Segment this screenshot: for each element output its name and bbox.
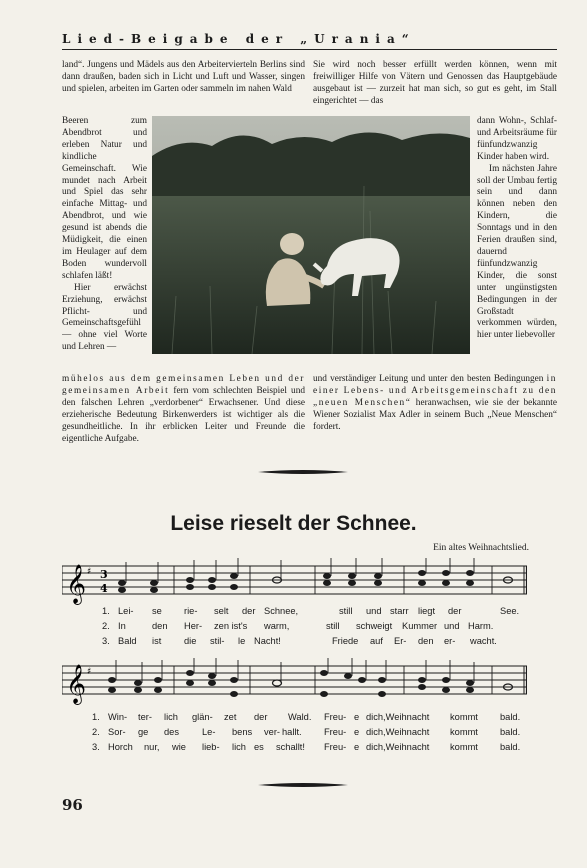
verse-1-line-2: 2. In den Her- zen ist's warm, still schweigt Kummer und Harm. (102, 621, 494, 631)
running-head: Lied-Beigabe der „Urania“ (62, 32, 416, 46)
left-column-top-text: land“. Jungens und Mädels aus den Arbeitervierteln Berlins sind dann draußen, baden sich in Licht und Luft und Wasser, singen und spielen, arbeiten im Garten oder sammeln im nahen Wald (62, 60, 305, 94)
left-column-side-text-2: Hier erwächst Erziehung, erwächst Pflicht- und Gemeinschaftsgefühl — ohne viel Worte und Lehren — (62, 282, 147, 353)
time-signature-bottom: 4 (100, 582, 108, 595)
right-column-side-text-2: Im nächsten Jahre soll der Umbau fertig sein und dann können neben den Kindern, die Sonntags und in den Ferien draußen sind, dauernd fünfundzwanzig Kinder, die sonst unter ungünstigsten Bedingungen in der Großstadt verkommen würden, hier unter liebevoller (477, 163, 557, 341)
verse-1-line-3: 3. Bald ist die stil- le Nacht! Friede auf Er- den er- wacht. (102, 636, 497, 646)
time-signature-top: 3 (100, 568, 108, 581)
bottom-left-text (62, 374, 305, 464)
left-column-top (62, 60, 305, 114)
right-column-top (313, 60, 557, 114)
bottom-right-spaced-text: in einer Lebens- und Arbeitsgemeinschaft zu den „neuen Menschen“ (313, 374, 557, 408)
verse-2-line-3: 3. Horch nur, wie lieb- lich es schallt! Freu- e dich,Weihnacht kommt bald. (92, 742, 521, 752)
photo-illustration (152, 116, 470, 354)
key-signature-sharp-2: ♯ (87, 667, 92, 677)
treble-clef-icon-2: 𝄞 (66, 664, 87, 704)
key-signature-sharp: ♯ (87, 567, 92, 577)
left-column-side (62, 116, 147, 373)
song-title: Leise rieselt der Schnee. (170, 512, 417, 535)
verse-2-line-1: 1. Win- ter- lich glän- zet der Wald. Freu- e dich,Weihnacht kommt bald. (92, 712, 521, 722)
right-column-top-text: Sie wird noch besser erfüllt werden können, wenn mit freiwilliger Hilfe von Vätern und Genossen das Hauptgebäude ausgebaut ist — zurzeit hat man sich, so gut es geht, im Stall eingerichtet — das (313, 60, 557, 106)
ornament-divider-bottom (258, 782, 348, 788)
song-subtitle: Ein altes Weihnachtslied. (433, 543, 529, 553)
music-staff-1 (62, 558, 527, 610)
verse-2-line-2: 2. Sor- ge des Le- bens ver- hallt. Freu- e dich,Weihnacht kommt bald. (92, 727, 521, 737)
right-column-side-text-1: dann Wohn-, Schlaf- und Arbeitsräume für fünfundzwanzig Kinder haben wird. (477, 116, 557, 162)
right-column-side (477, 116, 557, 373)
photo-child-with-goat (152, 116, 470, 354)
staff-2-notes (108, 670, 513, 697)
ornament-divider-top (258, 469, 348, 475)
header-rule (62, 49, 557, 50)
page-number: 96 (62, 796, 83, 814)
verse-1-line-1: 1. Lei- se rie- selt der Schnee, still und starr liegt der See. (102, 606, 520, 616)
bottom-right-text-3: heranwachsen, wie sie der bekannte Wiener Sozialist Max Adler in seinem Buch „Neue Menschen“ fordert. (313, 397, 557, 432)
treble-clef-icon: 𝄞 (66, 564, 87, 604)
bottom-right-text (313, 374, 557, 464)
lyrics-block-2 (92, 710, 532, 755)
bottom-left-spaced-text: mühelos aus dem gemeinsamen Leben und der gemeinsamen Arbeit (62, 374, 305, 396)
bottom-left-text-body: fern vom schlechten Beispiel und den falschen Lehren „verdorbener“ Erwachsener. Und diese erzieherische Bedeutung Birkenwerders ist wichtiger als die gesundheitliche. In ihr erblicken Leiter und Freunde die eigentliche Aufgabe. (62, 385, 305, 444)
left-column-side-text-1: Beeren zum Abendbrot und erleben Natur und kindliche Gemeinschaft. Wie mundet nach Arbeit und Spiel das sehr einfache Mittag- und Abendbrot, und wie gesund ist abends die Müdigkeit, die einen im Heulager auf dem Boden wundervoll schlafen läßt! (62, 116, 147, 281)
music-staff-2 (62, 658, 527, 710)
lyrics-block-1 (92, 604, 532, 649)
bottom-right-text-1: und verständiger Leitung und unter den besten Bedingungen (313, 374, 544, 384)
